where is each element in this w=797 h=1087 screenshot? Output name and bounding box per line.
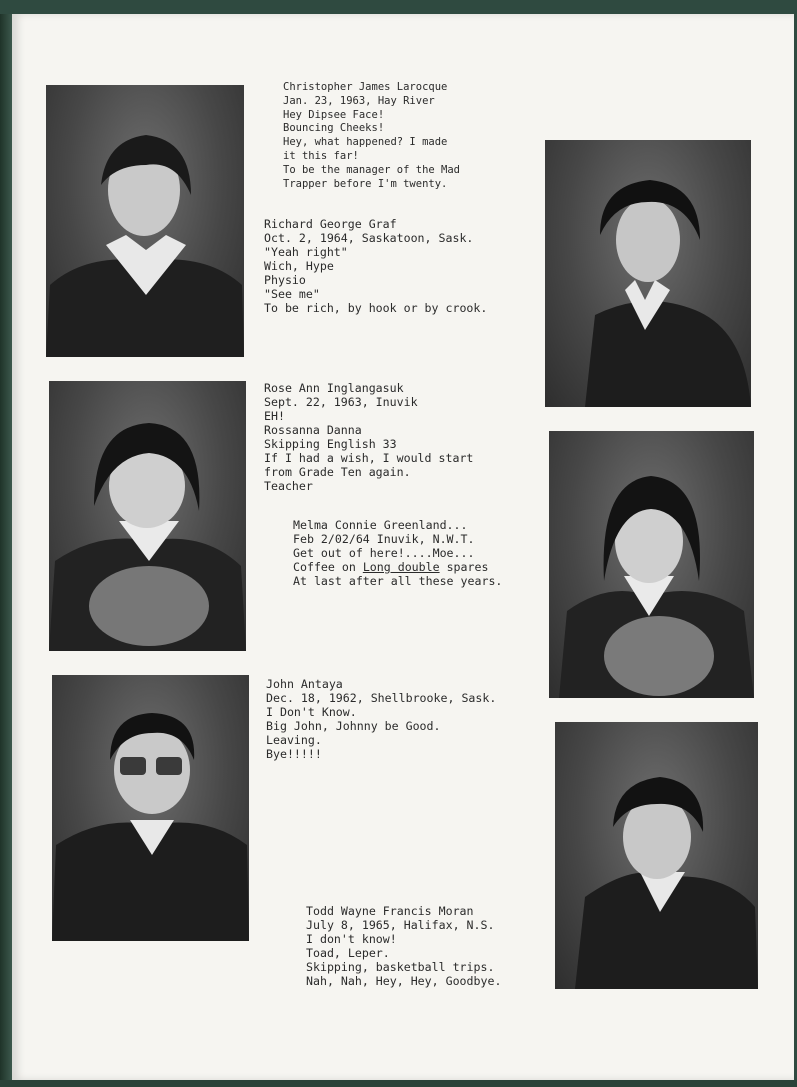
bio-line: EH!	[264, 409, 285, 423]
book-spine	[0, 14, 12, 1087]
bio-line: Leaving.	[266, 733, 322, 747]
bio-line: Physio	[264, 273, 306, 287]
bio-line: Skipping, basketball trips.	[306, 960, 495, 974]
bio-line: Rossanna Danna	[264, 423, 362, 437]
bio-larocque	[283, 81, 460, 191]
bio-line: Dec. 18, 1962, Shellbrooke, Sask.	[266, 691, 497, 705]
bio-line: Feb 2/02/64 Inuvik, N.W.T.	[293, 532, 475, 546]
bio-line: I don't know!	[306, 932, 397, 946]
bio-line: Nah, Nah, Hey, Hey, Goodbye.	[306, 974, 502, 988]
bio-antaya	[266, 677, 496, 761]
bio-line: John Antaya	[266, 677, 343, 691]
portrait-photo-moran	[555, 722, 758, 989]
bio-line: To be rich, by hook or by crook.	[264, 301, 488, 315]
bio-line: Oct. 2, 1964, Saskatoon, Sask.	[264, 231, 474, 245]
bio-line: Hey, what happened? I made	[283, 136, 448, 149]
bio-line-underlined: Coffee on Long double spares	[293, 560, 489, 574]
bio-line: "Yeah right"	[264, 245, 348, 259]
bio-line: Wich, Hype	[264, 259, 334, 273]
portrait-photo-larocque	[46, 85, 244, 357]
bio-line: July 8, 1965, Halifax, N.S.	[306, 918, 495, 932]
portrait-photo-inglangasuk	[49, 381, 246, 651]
bio-line: Todd Wayne Francis Moran	[306, 904, 474, 918]
bio-line: If I had a wish, I would start	[264, 451, 474, 465]
page-bottom-edge	[0, 1080, 797, 1087]
bio-line: Get out of here!....Moe...	[293, 546, 475, 560]
bio-line: Toad, Leper.	[306, 946, 390, 960]
bio-moran	[306, 904, 501, 988]
bio-greenland	[293, 518, 502, 588]
bio-line: Rose Ann Inglangasuk	[264, 381, 404, 395]
bio-graf	[264, 217, 487, 315]
bio-line: it this far!	[283, 149, 359, 162]
bio-line: Christopher James Larocque	[283, 81, 448, 93]
bio-line: Big John, Johnny be Good.	[266, 719, 441, 733]
bio-line: Hey Dipsee Face!	[283, 108, 385, 121]
underlined-phrase: Long double	[362, 560, 440, 574]
bio-line: Skipping English 33	[264, 437, 397, 451]
bio-line: Teacher	[264, 479, 313, 493]
bio-line: Richard George Graf	[264, 217, 397, 231]
bio-inglangasuk	[264, 381, 473, 493]
bio-line: Sept. 22, 1963, Inuvik	[264, 395, 418, 409]
portrait-photo-graf	[545, 140, 751, 407]
bio-line: I Don't Know.	[266, 705, 357, 719]
bio-line: Bye!!!!!	[266, 747, 322, 761]
bio-line: At last after all these years.	[293, 574, 503, 588]
bio-line: "See me"	[264, 287, 320, 301]
portrait-photo-greenland	[549, 431, 754, 698]
portrait-photo-antaya	[52, 675, 249, 941]
bio-line: Melma Connie Greenland...	[293, 518, 468, 532]
bio-line: To be the manager of the Mad	[283, 163, 461, 176]
bio-line: from Grade Ten again.	[264, 465, 411, 479]
bio-line: Jan. 23, 1963, Hay River	[283, 94, 435, 107]
bio-line: Bouncing Cheeks!	[283, 122, 385, 135]
bio-line: Trapper before I'm twenty.	[283, 177, 448, 190]
